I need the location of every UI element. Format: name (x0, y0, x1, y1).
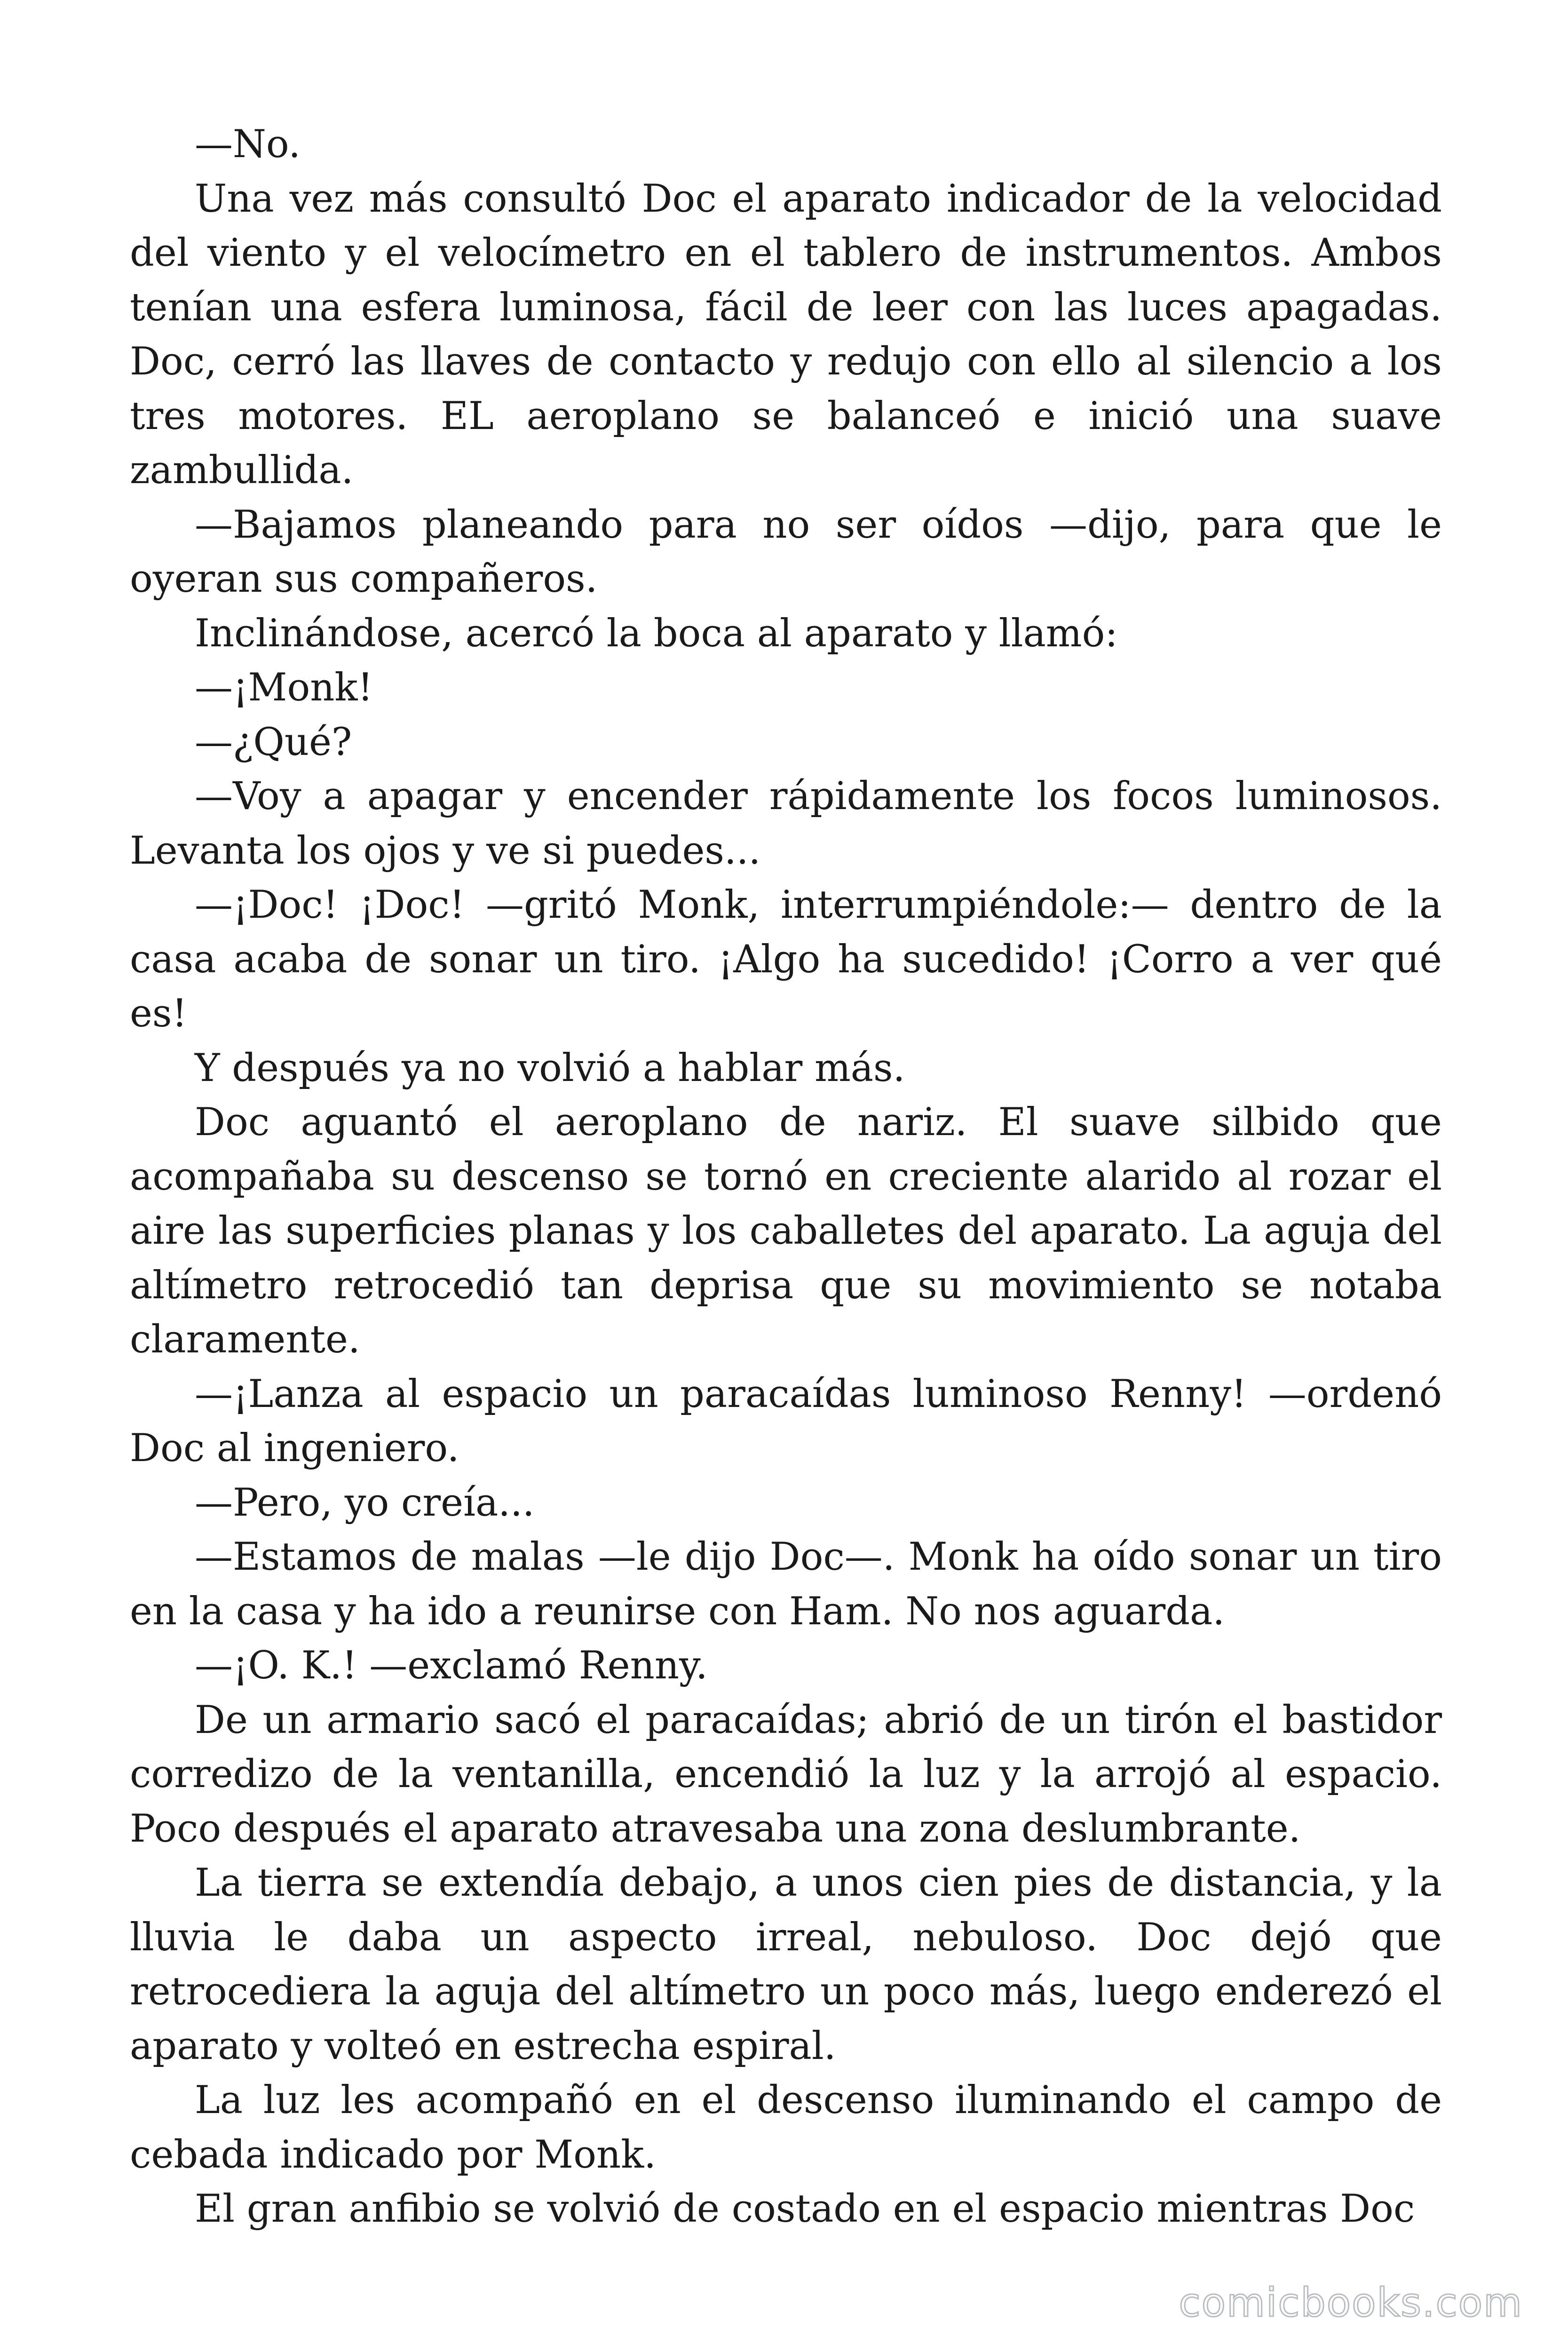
paragraph: Inclinándose, acercó la boca al aparato y llamó: (195, 611, 1118, 656)
watermark: comicbooks.com (1179, 2280, 1523, 2326)
paragraph: De un armario sacó el paracaídas; abrió de un tirón el bastidor corredizo de la ventanilla, encendió la luz y la arrojó al espacio. Poco después el aparato atravesaba una zona deslumbrante. (130, 1698, 1442, 1851)
paragraph: Y después ya no volvió a hablar más. (195, 1046, 905, 1090)
book-page-text (130, 118, 1442, 2237)
paragraph: Doc aguantó el aeroplano de nariz. El suave silbido que acompañaba su descenso se tornó en creciente alarido al rozar el aire las superficies planas y los caballetes del aparato. La aguja del altímetro retrocedió tan deprisa que su movimiento se notaba claramente. (130, 1100, 1442, 1362)
paragraph: —Pero, yo creía... (195, 1480, 535, 1525)
paragraph: —Estamos de malas —le dijo Doc—. Monk ha oído sonar un tiro en la casa y ha ido a reunirse con Ham. No nos aguarda. (130, 1535, 1442, 1634)
paragraph: —¡O. K.! —exclamó Renny. (195, 1644, 708, 1688)
paragraph: La tierra se extendía debajo, a unos cien pies de distancia, y la lluvia le daba un aspecto irreal, nebuloso. Doc dejó que retrocediera la aguja del altímetro un poco más, luego enderezó el aparato y volteó en estrecha espiral. (130, 1861, 1442, 2068)
paragraph: —¿Qué? (195, 720, 352, 764)
paragraph: La luz les acompañó en el descenso iluminando el campo de cebada indicado por Monk. (130, 2078, 1442, 2177)
paragraph: Una vez más consultó Doc el aparato indicador de la velocidad del viento y el velocímetro en el tablero de instrumentos. Ambos tenían una esfera luminosa, fácil de leer con las luces apagadas. Doc, cerró las llaves de contacto y redujo con ello al silencio a los tres motores. EL aeroplano se balanceó e inició una suave zambullida. (130, 176, 1442, 493)
paragraph: —¡Monk! (195, 666, 373, 710)
paragraph: —¡Lanza al espacio un paracaídas luminoso Renny! —ordenó Doc al ingeniero. (130, 1372, 1442, 1470)
paragraph: —¡Doc! ¡Doc! —gritó Monk, interrumpiéndole:— dentro de la casa acaba de sonar un tiro. ¡Algo ha sucedido! ¡Corro a ver qué es! (130, 883, 1442, 1036)
paragraph: —Bajamos planeando para no ser oídos —dijo, para que le oyeran sus compañeros. (130, 502, 1442, 601)
paragraph: —Voy a apagar y encender rápidamente los focos luminosos. Levanta los ojos y ve si puedes... (130, 774, 1442, 873)
paragraph: —No. (195, 122, 301, 167)
paragraph: El gran anfibio se volvió de costado en el espacio mientras Doc (195, 2187, 1415, 2231)
